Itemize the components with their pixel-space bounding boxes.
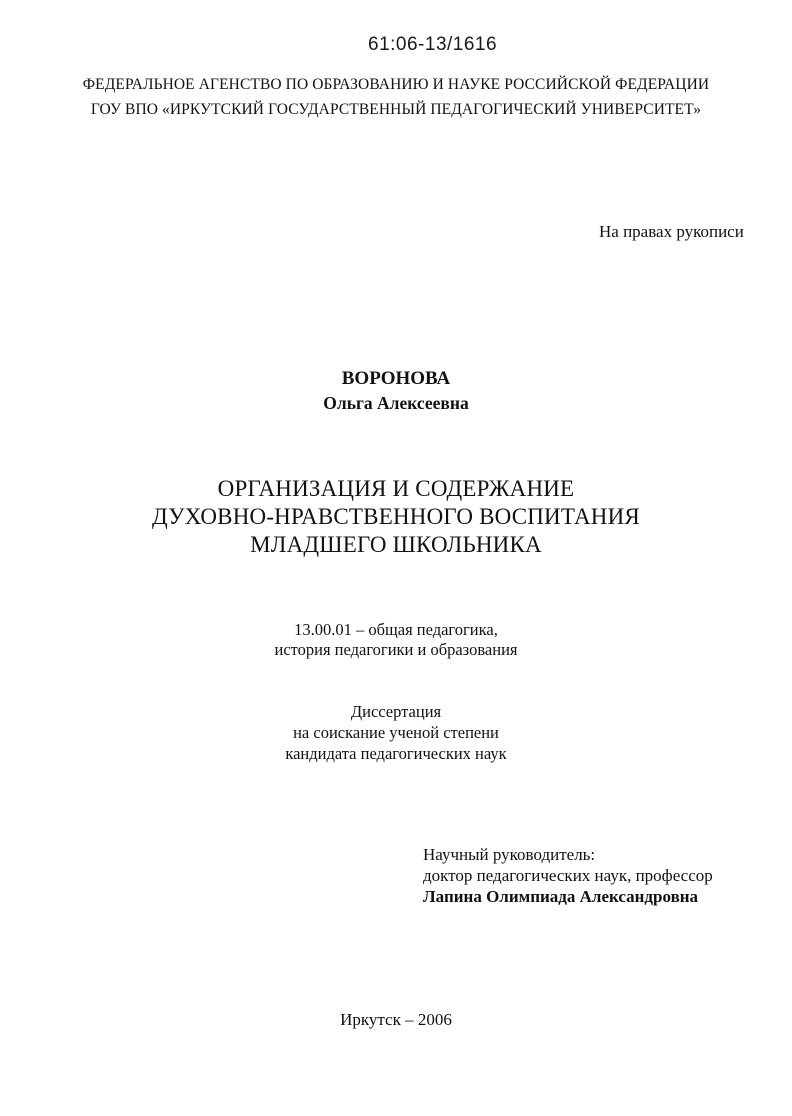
specialty-line-1: 13.00.01 – общая педагогика, <box>294 620 498 639</box>
advisor-label: Научный руководитель: <box>423 845 596 864</box>
specialty-line-2: история педагогики и образования <box>274 640 518 659</box>
author-given-names: Ольга Алексеевна <box>323 393 469 413</box>
agency-line-2: ГОУ ВПО «ИРКУТСКИЙ ГОСУДАРСТВЕННЫЙ ПЕДАГОГИЧЕСКИЙ УНИВЕРСИТЕТ» <box>90 101 702 118</box>
city-year: Иркутск – 2006 <box>340 1010 452 1029</box>
title-line-2: ДУХОВНО-НРАВСТВЕННОГО ВОСПИТАНИЯ <box>152 504 640 529</box>
agency-line-1: ФЕДЕРАЛЬНОЕ АГЕНСТВО ПО ОБРАЗОВАНИЮ И НАУКЕ РОССИЙСКОЙ ФЕДЕРАЦИИ <box>82 76 710 93</box>
author-surname: ВОРОНОВА <box>341 368 451 389</box>
advisor-name: Лапина Олимпиада Александровна <box>423 887 699 906</box>
rights-note: На правах рукописи <box>599 222 744 241</box>
title-line-1: ОРГАНИЗАЦИЯ И СОДЕРЖАНИЕ <box>217 476 575 501</box>
archive-stamp-code: 61:06-13/1616 <box>368 34 498 55</box>
advisor-degree: доктор педагогических наук, профессор <box>423 866 713 885</box>
title-line-3: МЛАДШЕГО ШКОЛЬНИКА <box>250 532 542 557</box>
dissertation-line-3: кандидата педагогических наук <box>285 744 507 763</box>
dissertation-line-1: Диссертация <box>350 702 442 721</box>
dissertation-line-2: на соискание ученой степени <box>293 723 499 742</box>
